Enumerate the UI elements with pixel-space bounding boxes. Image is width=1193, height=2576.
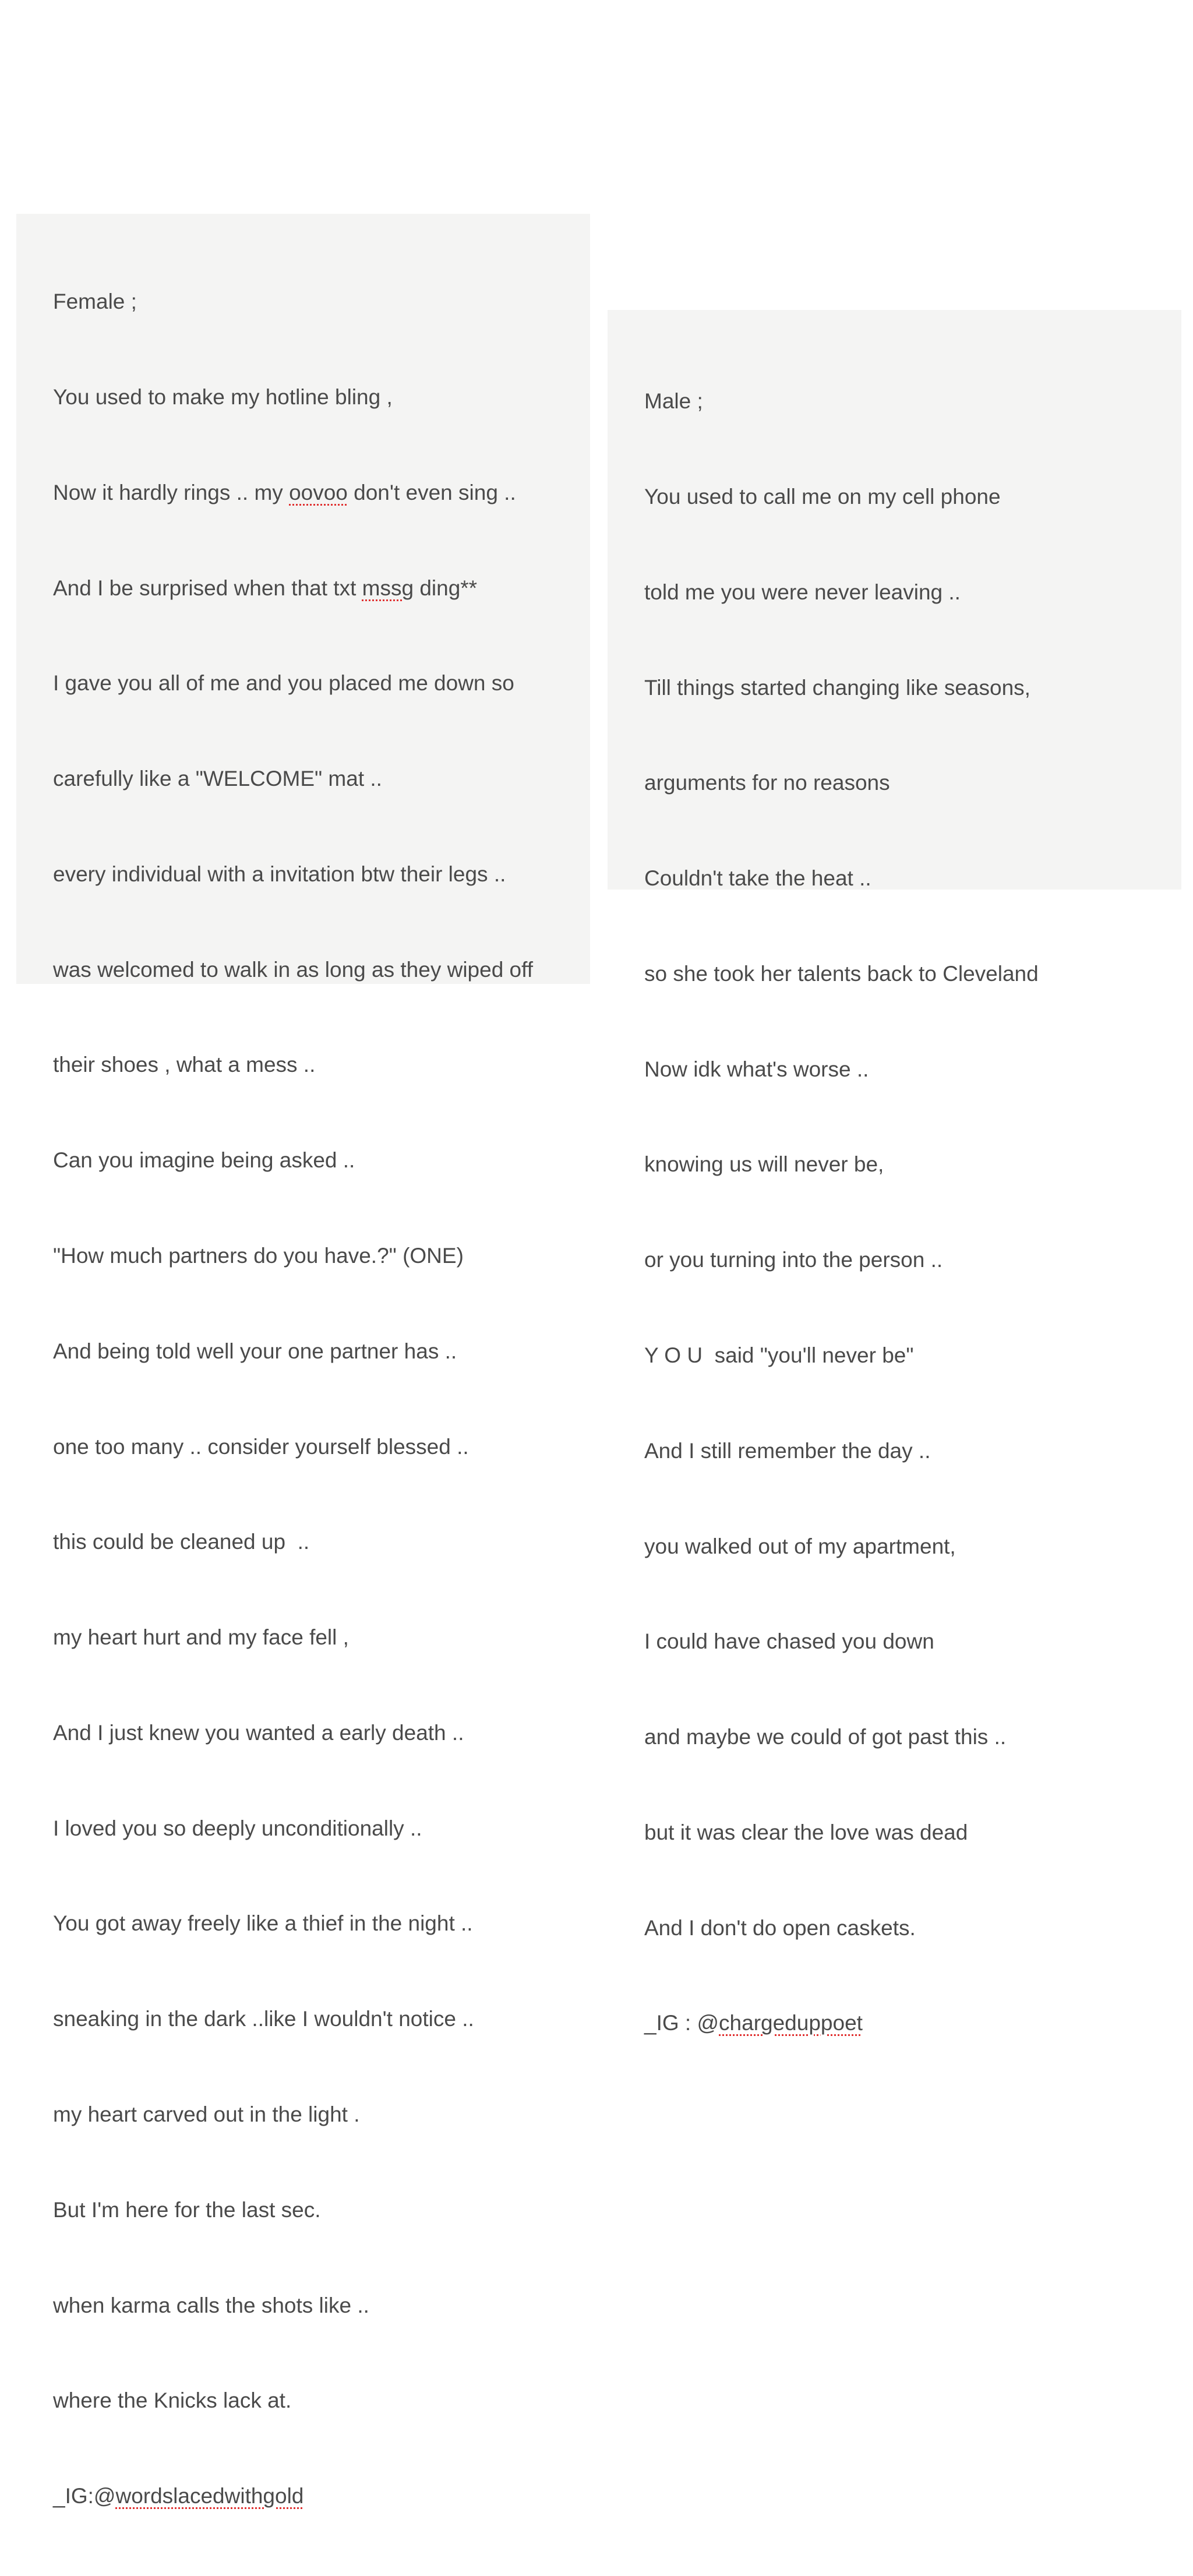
poem-line: And I be surprised when that txt mssg ding** [53, 576, 478, 600]
poem-line: You used to call me on my cell phone [644, 484, 1001, 509]
poem-line: Now it hardly rings .. my oovoo don't even sing .. [53, 480, 516, 504]
poem-line: or you turning into the person .. [644, 1248, 943, 1272]
female-poem-note [16, 214, 590, 2508]
poem-line: told me you were never leaving .. [644, 580, 961, 604]
misspelled-word: oovoo [289, 480, 348, 504]
poem-line: this could be cleaned up .. [53, 1530, 310, 1554]
poem-line: Couldn't take the heat .. [644, 866, 871, 891]
poem-line: Y O U said "you'll never be" [644, 1343, 914, 1367]
poem-line: my heart hurt and my face fell , [53, 1625, 349, 1650]
poem-line: And I just knew you wanted a early death .. [53, 1720, 464, 1745]
poem-line: every individual with a invitation btw their legs .. [53, 862, 506, 886]
poem-line: Can you imagine being asked .. [53, 1148, 355, 1173]
poem-line: But I'm here for the last sec. [53, 2197, 321, 2222]
poem-line: You got away freely like a thief in the night .. [53, 1911, 473, 1936]
misspelled-word: mssg [362, 576, 414, 600]
poem-line: And I don't do open caskets. [644, 1915, 916, 1940]
poem-line: carefully like a "WELCOME" mat .. [53, 767, 382, 791]
instagram-handle: _IG:@wordslacedwithgold [53, 2484, 304, 2508]
poem-line: Male ; [644, 389, 703, 414]
poem-line: I gave you all of me and you placed me down so [53, 671, 514, 696]
poem-line: "How much partners do you have.?" (ONE) [53, 1244, 464, 1268]
poem-line: their shoes , what a mess .. [53, 1053, 316, 1077]
poem-line: arguments for no reasons [644, 771, 890, 795]
poem-line: And being told well your one partner has .. [53, 1339, 457, 1363]
poem-line: And I still remember the day .. [644, 1438, 931, 1463]
poem-line: but it was clear the love was dead [644, 1820, 968, 1844]
poem-line: was welcomed to walk in as long as they wiped off [53, 957, 534, 982]
poem-line: Till things started changing like seasons, [644, 675, 1030, 700]
poem-line: one too many .. consider yourself blessed .. [53, 1434, 469, 1459]
poem-line: you walked out of my apartment, [644, 1534, 956, 1558]
poem-line: I loved you so deeply unconditionally .. [53, 1816, 422, 1840]
poem-line: and maybe we could of got past this .. [644, 1725, 1007, 1749]
poem-line: You used to make my hotline bling , [53, 384, 393, 409]
misspelled-word: wordslacedwithgold [115, 2484, 304, 2508]
male-poem-note [608, 310, 1181, 2035]
poem-line: knowing us will never be, [644, 1152, 884, 1177]
poem-line: when karma calls the shots like .. [53, 2293, 369, 2317]
instagram-handle: _IG : @chargeduppoet [644, 2011, 863, 2035]
poem-line: Female ; [53, 290, 137, 314]
poem-line: I could have chased you down [644, 1629, 934, 1654]
poem-line: where the Knicks lack at. [53, 2388, 292, 2413]
poem-line: sneaking in the dark ..like I wouldn't notice .. [53, 2007, 474, 2031]
misspelled-word: chargeduppoet [719, 2011, 863, 2035]
poem-line: my heart carved out in the light . [53, 2102, 360, 2127]
poem-line: Now idk what's worse .. [644, 1057, 869, 1081]
poem-line: so she took her talents back to Cleveland [644, 961, 1039, 986]
